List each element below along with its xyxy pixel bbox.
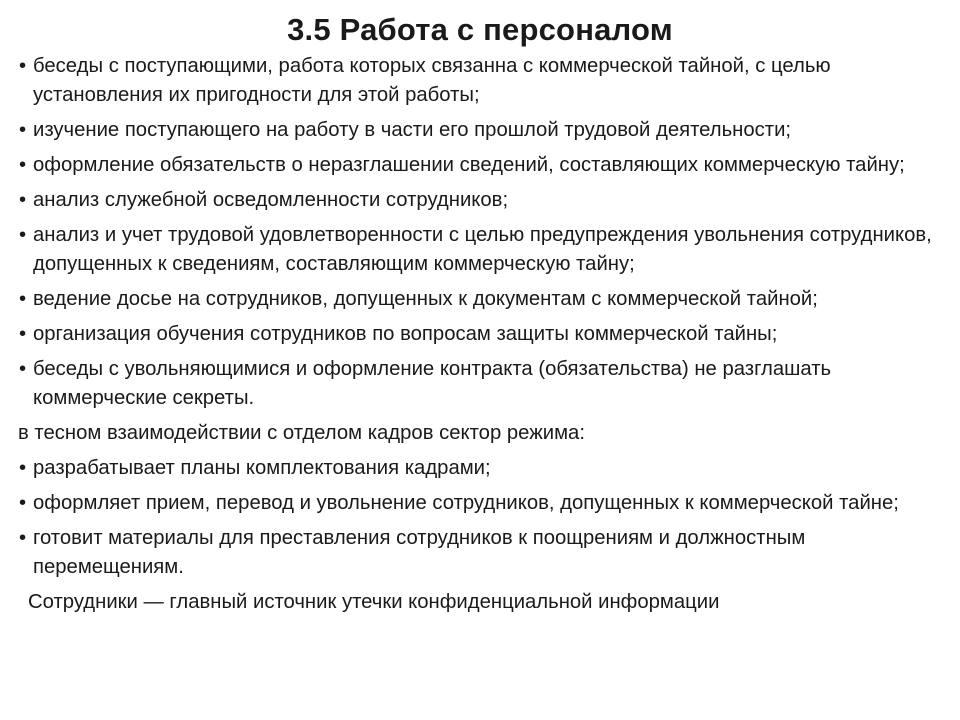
list-item xyxy=(18,355,948,413)
list-item xyxy=(18,186,948,215)
list-item xyxy=(18,285,948,314)
list-item-text: готовит материалы для преставления сотрудников к поощрениям и должностным перемещениям. xyxy=(33,527,806,578)
list-item xyxy=(18,489,948,518)
conclusion-text: Сотрудники — главный источник утечки конфиденциальной информации xyxy=(28,591,720,613)
list-item-text: беседы с увольняющимися и оформление контракта (обязательства) не разглашать коммерческие секреты. xyxy=(33,358,832,409)
list-item-text: изучение поступающего на работу в части его прошлой трудовой деятельности; xyxy=(33,119,792,141)
list-item-text: оформление обязательств о неразглашении сведений, составляющих коммерческую тайну; xyxy=(33,154,905,176)
bullet-icon: • xyxy=(19,527,27,549)
bullet-icon: • xyxy=(19,55,27,77)
bullet-icon: • xyxy=(19,323,27,345)
list-item-text: разрабатывает планы комплектования кадрами; xyxy=(33,457,491,479)
list-item-text: беседы с поступающими, работа которых связанна с коммерческой тайной, с целью установления их пригодности для этой работы; xyxy=(33,55,831,106)
section-intro: в тесном взаимодействии с отделом кадров сектор режима: xyxy=(18,422,585,444)
list-item-text: ведение досье на сотрудников, допущенных к документам с коммерческой тайной; xyxy=(33,288,818,310)
slide-title: 3.5 Работа с персоналом xyxy=(287,12,673,47)
slide-content xyxy=(18,52,948,617)
bullet-icon: • xyxy=(19,492,27,514)
bullet-icon: • xyxy=(19,224,27,246)
bullet-icon: • xyxy=(19,154,27,176)
list-item xyxy=(18,52,948,110)
list-item xyxy=(18,151,948,180)
list-item xyxy=(18,524,948,582)
list-item-text: организация обучения сотрудников по вопросам защиты коммерческой тайны; xyxy=(33,323,778,345)
list-item xyxy=(18,116,948,145)
bullet-icon: • xyxy=(19,358,27,380)
list-item-text: оформляет прием, перевод и увольнение сотрудников, допущенных к коммерческой тайне; xyxy=(33,492,899,514)
list-item-text: анализ и учет трудовой удовлетворенности с целью предупреждения увольнения сотрудников, допущенных к сведениям, составляющим коммерческую тайну; xyxy=(33,224,932,275)
list-item xyxy=(18,221,948,279)
list-item-text: анализ служебной осведомленности сотрудников; xyxy=(33,189,509,211)
bullet-icon: • xyxy=(19,288,27,310)
bullet-icon: • xyxy=(19,457,27,479)
bullet-icon: • xyxy=(19,189,27,211)
list-item xyxy=(18,454,948,483)
list-item xyxy=(18,320,948,349)
bullet-icon: • xyxy=(19,119,27,141)
